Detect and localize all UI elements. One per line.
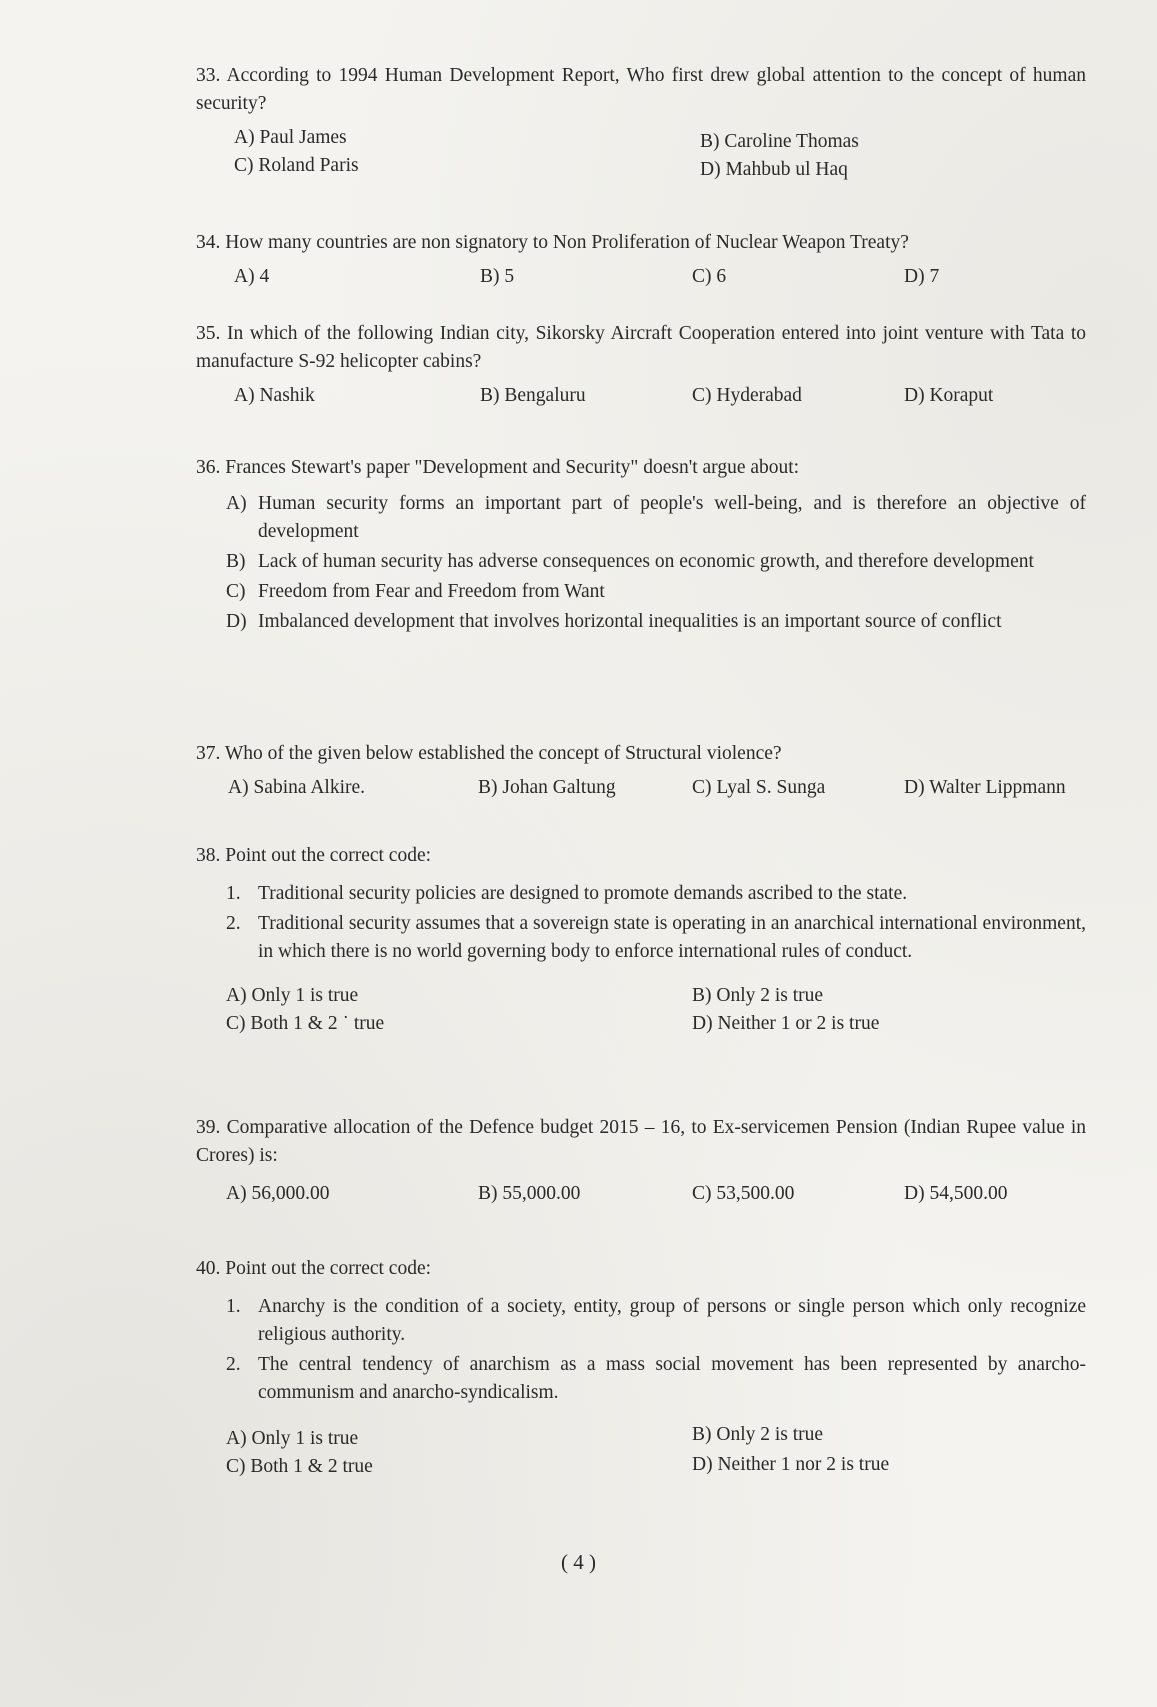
option-c[interactable]: C) Both 1 & 2 true	[226, 1456, 373, 1477]
option-c[interactable]: C) Freedom from Fear and Freedom from Want	[226, 581, 605, 602]
option-a[interactable]: A) Sabina Alkire.	[228, 777, 366, 798]
option-c[interactable]: C) 6	[692, 266, 727, 287]
question-35	[196, 320, 1086, 412]
option-a[interactable]: A) 4	[234, 266, 270, 287]
option-a[interactable]: A) Nashik	[234, 385, 315, 406]
option-d[interactable]: D) Neither 1 nor 2 is true	[692, 1454, 890, 1475]
statement-2: 2. Traditional security assumes that a sovereign state is operating in an anarchical international environment, in which there is no world governing body to enforce international rules of conduct.	[226, 913, 1086, 962]
option-a[interactable]: A) Only 1 is true	[226, 1428, 359, 1449]
option-b[interactable]: B) Only 2 is true	[692, 985, 824, 1006]
options	[196, 1180, 1086, 1210]
option-b[interactable]: B) 55,000.00	[478, 1183, 581, 1204]
question-34	[196, 229, 1086, 293]
options	[196, 124, 1086, 182]
question-40	[196, 1255, 1086, 1483]
question-38	[196, 842, 1086, 1040]
option-b[interactable]: B) Caroline Thomas	[700, 131, 859, 152]
option-a[interactable]: A) Human security forms an important part of people's well-being, and is therefore an objective of development	[226, 493, 1086, 542]
option-c[interactable]: C) Both 1 & 2 ˙ true	[226, 1013, 385, 1034]
question-stem: 40. Point out the correct code:	[196, 1258, 432, 1279]
question-39	[196, 1114, 1086, 1210]
statement-1: 1. Traditional security policies are designed to promote demands ascribed to the state.	[226, 883, 908, 904]
statements	[196, 880, 1086, 966]
option-d[interactable]: D) Walter Lippmann	[904, 777, 1066, 798]
question-36	[196, 454, 1086, 636]
option-b[interactable]: B) Lack of human security has adverse consequences on economic growth, and therefore development	[226, 551, 1034, 572]
question-stem: 37. Who of the given below established the concept of Structural violence?	[196, 743, 782, 764]
option-a[interactable]: A) 56,000.00	[226, 1183, 330, 1204]
statements	[196, 1293, 1086, 1407]
question-stem: 38. Point out the correct code:	[196, 845, 432, 866]
question-stem: 36. Frances Stewart's paper "Development and Security" doesn't argue about:	[196, 457, 800, 478]
option-b[interactable]: B) Only 2 is true	[692, 1424, 824, 1445]
question-stem: 33. According to 1994 Human Development Report, Who first drew global attention to the concept of human security?	[196, 65, 1086, 114]
page-number: ( 4 )	[561, 1550, 596, 1574]
option-b[interactable]: B) Bengaluru	[480, 385, 586, 406]
question-33	[196, 62, 1086, 182]
question-stem: 34. How many countries are non signatory to Non Proliferation of Nuclear Weapon Treaty?	[196, 232, 909, 253]
question-stem: 35. In which of the following Indian city, Sikorsky Aircraft Cooperation entered into joint venture with Tata to manufacture S-92 helicopter cabins?	[196, 323, 1086, 372]
option-c[interactable]: C) Hyderabad	[692, 385, 802, 406]
option-d[interactable]: D) Mahbub ul Haq	[700, 159, 848, 180]
option-d[interactable]: D) Imbalanced development that involves horizontal inequalities is an important source of conflict	[226, 611, 1002, 632]
statement-2: 2. The central tendency of anarchism as a mass social movement has been represented by anarcho-communism and anarcho-syndicalism.	[226, 1354, 1086, 1403]
option-c[interactable]: C) Lyal S. Sunga	[692, 777, 826, 798]
option-d[interactable]: D) Neither 1 or 2 is true	[692, 1013, 880, 1034]
option-a[interactable]: A) Paul James	[234, 127, 347, 148]
options	[196, 490, 1086, 636]
option-d[interactable]: D) Koraput	[904, 385, 994, 406]
question-stem: 39. Comparative allocation of the Defence budget 2015 – 16, to Ex-servicemen Pension (Indian Rupee value in Crores) is:	[196, 1117, 1086, 1166]
options	[196, 982, 1086, 1040]
option-b[interactable]: B) 5	[480, 266, 515, 287]
question-37	[196, 740, 1086, 804]
option-a[interactable]: A) Only 1 is true	[226, 985, 359, 1006]
option-c[interactable]: C) 53,500.00	[692, 1183, 795, 1204]
options	[196, 1425, 1086, 1483]
options	[196, 263, 1086, 293]
options	[196, 774, 1086, 804]
options	[196, 382, 1086, 412]
option-b[interactable]: B) Johan Galtung	[478, 777, 616, 798]
option-d[interactable]: D) 54,500.00	[904, 1183, 1008, 1204]
option-c[interactable]: C) Roland Paris	[234, 155, 359, 176]
option-d[interactable]: D) 7	[904, 266, 940, 287]
statement-1: 1. Anarchy is the condition of a society, entity, group of persons or single person which only recognize religious authority.	[226, 1296, 1086, 1345]
